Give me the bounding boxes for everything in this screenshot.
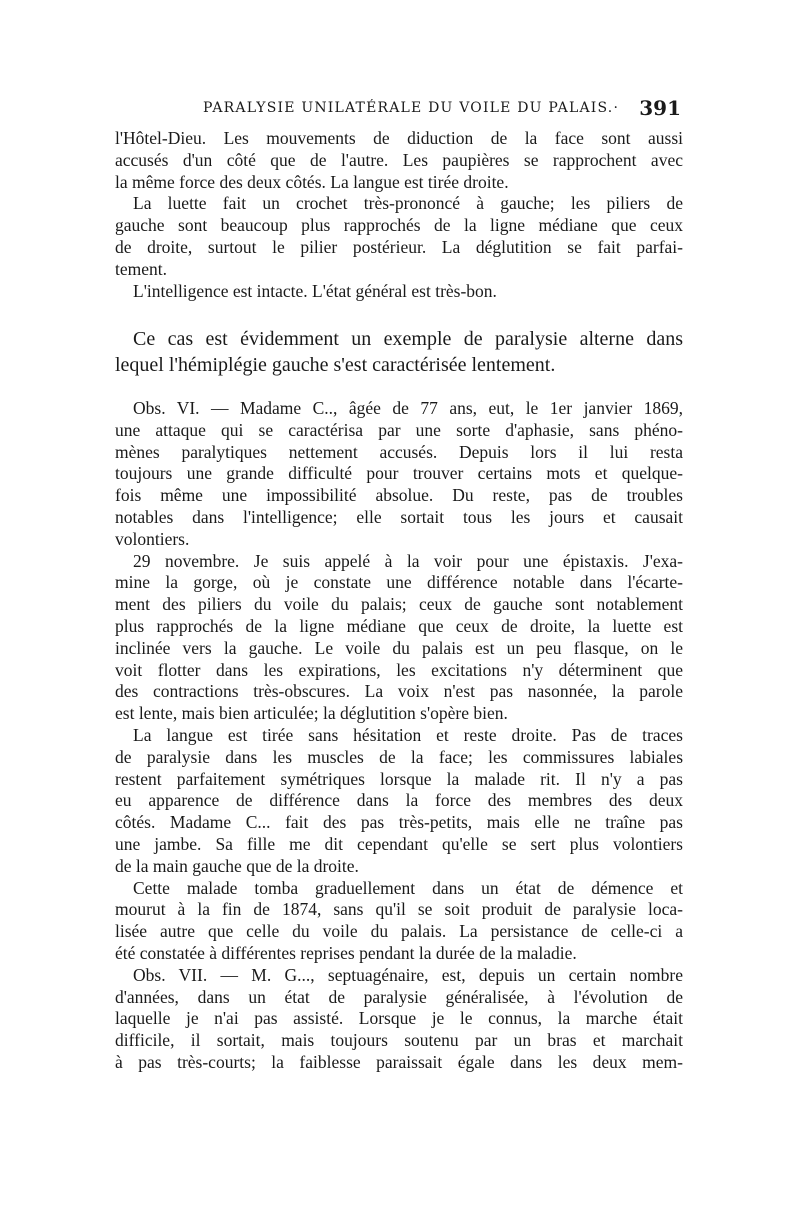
text-line: des contractions très-obscures. La voix n'est pas nasonnée, la parole <box>115 681 683 702</box>
text-line: mènes paralytiques nettement accusés. Depuis lors il lui resta <box>115 441 683 462</box>
text-line: voit flotter dans les expirations, les excitations n'y déterminent que <box>115 659 683 680</box>
text-line: tement. <box>115 258 167 279</box>
text-line: eu apparence de différence dans la force des membres des deux <box>115 790 683 811</box>
text-line: gauche sont beaucoup plus rapprochés de la ligne médiane que ceux <box>115 215 683 236</box>
page-number: 391 <box>639 96 681 120</box>
text-line: toujours une grande difficulté pour trouver certains mots et quelque- <box>115 463 683 484</box>
text-line: une attaque qui se caractérisa par une sorte d'aphasie, sans phéno- <box>115 419 683 440</box>
text-line: l'Hôtel-Dieu. Les mouvements de diduction de la face sont aussi <box>115 128 683 148</box>
text-line: notables dans l'intelligence; elle sortait tous les jours et causait <box>115 506 683 527</box>
text-line: ment des piliers du voile du palais; ceux de gauche sont notablement <box>115 594 683 615</box>
text-line: est lente, mais bien articulée; la déglutition s'opère bien. <box>115 703 508 724</box>
text-line: de la main gauche que de la droite. <box>115 855 359 876</box>
text-line: fois même une impossibilité absolue. Du reste, pas de troubles <box>115 485 683 506</box>
text-line: laquelle je n'ai pas assisté. Lorsque je le connus, la marche était <box>115 1008 683 1029</box>
text-line: lequel l'hémiplégie gauche s'est caractérisée lentement. <box>115 354 556 376</box>
text-line: La luette fait un crochet très-prononcé à gauche; les piliers de <box>133 193 683 214</box>
text-line: été constatée à différentes reprises pendant la durée de la maladie. <box>115 942 577 963</box>
text-line: de paralysie dans les muscles de la face; les commissures labiales <box>115 746 683 767</box>
text-line: lisée autre que celle du voile du palais. La persistance de celle-ci a <box>115 921 683 942</box>
text-line: à pas très-courts; la faiblesse paraissait égale dans les deux mem- <box>115 1051 683 1072</box>
text-line: Obs. VI. — Madame C.., âgée de 77 ans, eut, le 1er janvier 1869, <box>133 398 683 418</box>
text-line: de droite, surtout le pilier postérieur. La déglutition se fait parfai- <box>115 236 683 257</box>
text-line: d'années, dans un état de paralysie généralisée, à l'évolution de <box>115 986 683 1007</box>
running-head <box>115 96 685 120</box>
commentary-paragraph <box>115 326 683 378</box>
text-line: inclinée vers la gauche. Le voile du palais est un peu flasque, on le <box>115 637 683 658</box>
text-line: difficile, il sortait, mais toujours soutenu par un bras et marchait <box>115 1030 683 1051</box>
text-line: une jambe. Sa fille me dit cependant qu'elle se sert plus volontiers <box>115 833 683 854</box>
text-line: mourut à la fin de 1874, sans qu'il se soit produit de paralysie loca- <box>115 899 683 920</box>
text-line: Cette malade tomba graduellement dans un état de démence et <box>133 877 683 898</box>
text-line: 29 novembre. Je suis appelé à la voir pour une épistaxis. J'exa- <box>133 550 683 571</box>
text-line: La langue est tirée sans hésitation et reste droite. Pas de traces <box>133 724 683 745</box>
observation-continuation <box>115 128 683 302</box>
text-line: plus rapprochés de la ligne médiane que ceux de droite, la luette est <box>115 615 683 636</box>
running-title: PARALYSIE UNILATÉRALE DU VOILE DU PALAIS.· <box>203 100 620 116</box>
text-line: mine la gorge, où je constate une différence notable dans l'écarte- <box>115 572 683 593</box>
text-line: L'intelligence est intacte. L'état général est très-bon. <box>133 280 497 301</box>
text-line: restent parfaitement symétriques lorsque la malade rit. Il n'y a pas <box>115 768 683 789</box>
text-line: la même force des deux côtés. La langue est tirée droite. <box>115 171 509 192</box>
text-line: Ce cas est évidemment un exemple de paralysie alterne dans <box>133 328 683 350</box>
observations-section <box>115 398 683 1074</box>
text-line: côtés. Madame C... fait des pas très-petits, mais elle ne traîne pas <box>115 812 683 833</box>
text-line: accusés d'un côté que de l'autre. Les paupières se rapprochent avec <box>115 149 683 170</box>
text-line: Obs. VII. — M. G..., septuagénaire, est, depuis un certain nombre <box>133 964 683 985</box>
text-line: volontiers. <box>115 528 190 549</box>
